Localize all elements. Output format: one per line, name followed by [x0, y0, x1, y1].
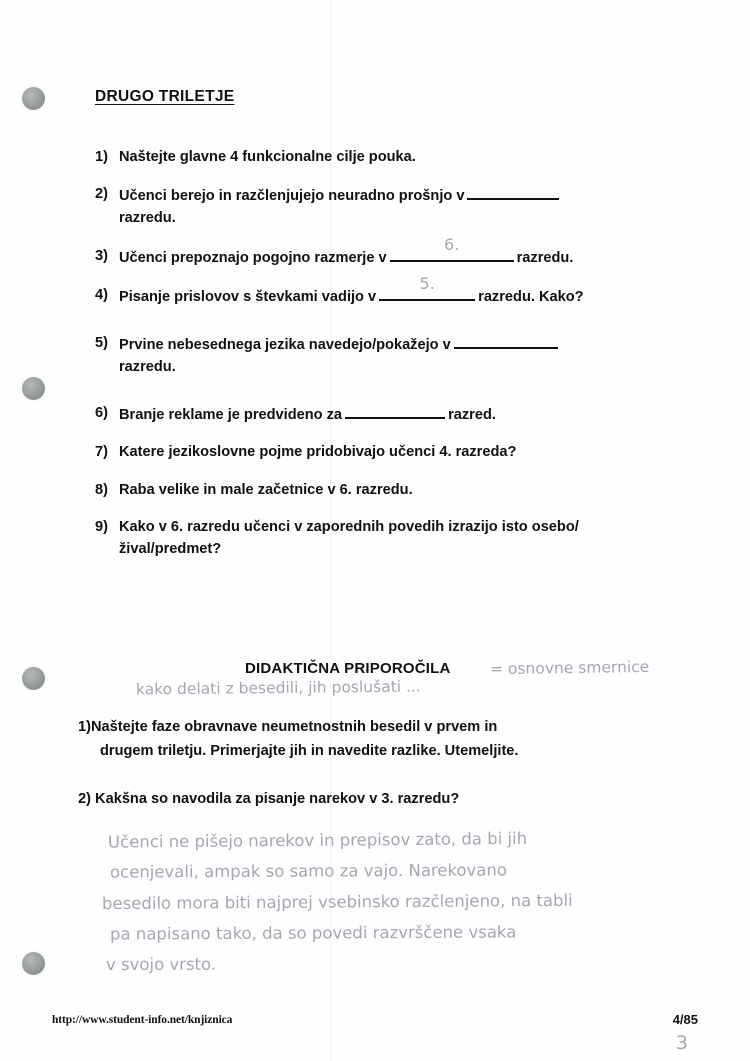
hole-punch-mark-4 [22, 952, 45, 975]
list-item [95, 402, 675, 426]
list-item [95, 332, 675, 378]
question-number: 1) [95, 149, 108, 165]
question-text: Branje reklame je predvideno za razred. [119, 402, 675, 426]
handwritten-note-line-1: = osnovne smernice [489, 657, 650, 679]
fill-in-blank: 6. [390, 245, 514, 262]
question-number: 2) [95, 186, 108, 203]
list-item [95, 479, 675, 501]
question-number: 6) [95, 405, 108, 422]
question-text: Naštejte glavne 4 funkcionalne cilje pouka. [119, 149, 416, 165]
question-number: 1) [78, 719, 91, 735]
question-text: Raba velike in male začetnice v 6. razredu. [119, 481, 413, 498]
handwritten-note-line-2: kako delati z besedili, jih poslušati ... [135, 677, 421, 699]
handwritten-page-number: 3 [675, 1032, 688, 1054]
question-number: 5) [95, 334, 108, 351]
hole-punch-mark-1 [22, 87, 45, 110]
fill-in-blank [345, 402, 445, 419]
section-heading: DIDAKTIČNA PRIPOROČILA [245, 660, 451, 677]
question-number: 7) [95, 444, 108, 461]
question-text: Pisanje prislovov s števkami vadijo v 5. razredu. Kako? [119, 274, 584, 305]
list-item [95, 516, 675, 560]
handwritten-answer-line: ocenjevali, ampak so samo za vajo. Narekovano [109, 860, 508, 882]
handwritten-answer-line: pa napisano tako, da so povedi razvrščene vsaka [109, 922, 517, 944]
question-number: 9) [95, 518, 108, 535]
handwritten-answer-line: Učenci ne pišejo narekov in prepisov zato, da bi jih [107, 828, 528, 852]
question-text: Učenci berejo in razčlenjujejo neuradno prošnjo v razredu. [119, 183, 675, 229]
question-text: Prvine nebesednega jezika navedejo/pokažejo v razredu. [119, 332, 675, 378]
handwritten-answer-block [101, 824, 708, 979]
question-number: 2) [78, 791, 91, 808]
question-list [95, 146, 675, 575]
list-item [95, 146, 675, 168]
fill-in-blank [454, 332, 558, 349]
question-text: Kako v 6. razredu učenci v zaporednih povedih izrazijo isto osebo/žival/predmet? [119, 518, 579, 557]
question-text: Učenci prepoznajo pogojno razmerje v 6. razredu. [119, 235, 574, 266]
handwritten-answer-line: v svojo vrsto. [105, 954, 217, 975]
list-item [78, 716, 678, 763]
question-text-continued: drugem triletju. Primerjajte jih in navedite razlike. Utemeljite. [100, 742, 519, 759]
list-item [95, 235, 675, 269]
footer-url: http://www.student-info.net/knjiznica [52, 1014, 233, 1026]
question-number: 3) [95, 247, 108, 264]
fill-in-blank [467, 183, 559, 200]
list-item [95, 274, 675, 308]
footer-page-number: 4/85 [672, 1012, 698, 1027]
hole-punch-mark-2 [22, 377, 45, 400]
page-title: DRUGO TRILETJE [95, 88, 235, 105]
list-item [95, 441, 675, 463]
list-item [78, 788, 678, 812]
hole-punch-mark-3 [22, 667, 45, 690]
question-number: 4) [95, 286, 108, 303]
handwritten-answer-line: besedilo mora biti najprej vsebinsko razčlenjeno, na tabli [101, 890, 573, 914]
list-item [95, 183, 675, 229]
question-text: Katere jezikoslovne pojme pridobivajo učenci 4. razreda? [119, 444, 517, 461]
fill-in-blank: 5. [379, 284, 475, 301]
question-text: Naštejte faze obravnave neumetnostnih besedil v prvem in [90, 719, 498, 735]
question-number: 8) [95, 481, 108, 498]
question-text: Kakšna so navodila za pisanje narekov v 3. razredu? [95, 791, 460, 808]
section-question-list [78, 716, 678, 812]
